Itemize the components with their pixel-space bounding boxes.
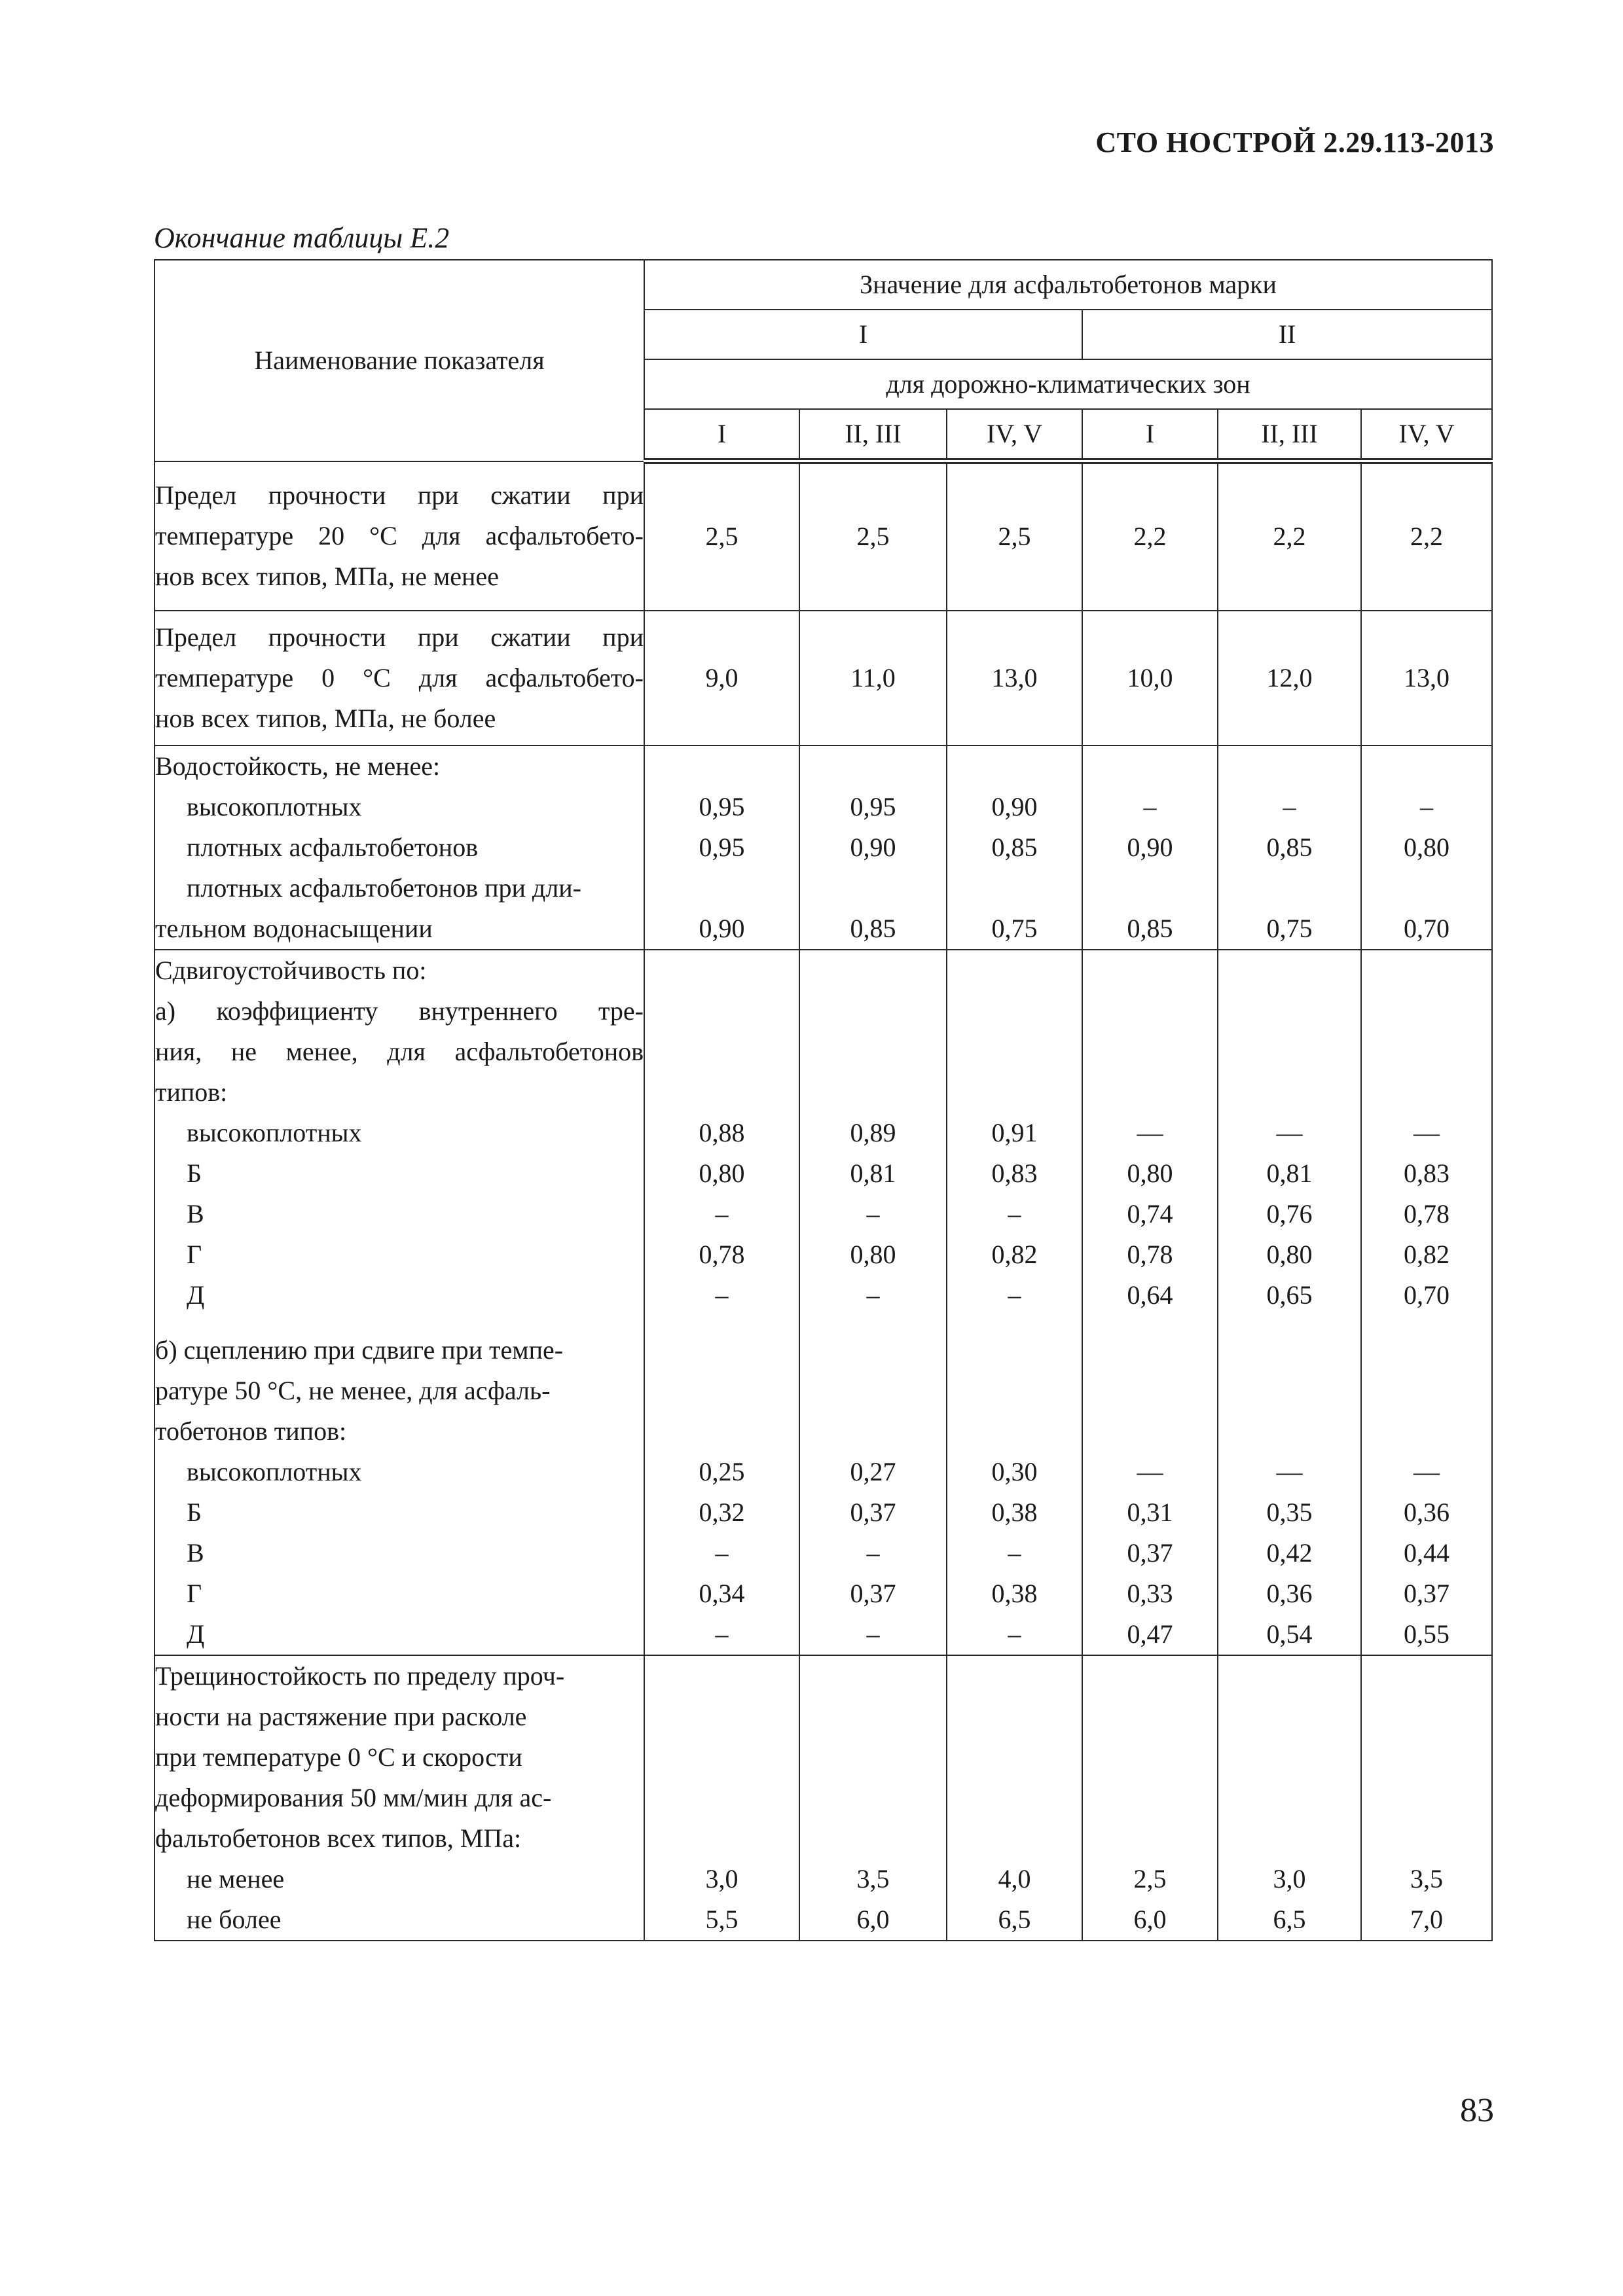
cell-value: 13,0 xyxy=(1361,611,1492,745)
value-line xyxy=(1083,1818,1217,1859)
table-row xyxy=(155,461,1492,611)
zones-header: для дорожно-климатических зон xyxy=(644,359,1492,409)
value-line: 6,5 xyxy=(1273,1904,1306,1934)
value-line xyxy=(645,1778,799,1818)
value-line xyxy=(800,1330,946,1371)
cell-values xyxy=(644,1655,799,1941)
value-line: – xyxy=(1008,1619,1021,1649)
value-line xyxy=(1362,950,1491,991)
value-line xyxy=(1083,1411,1217,1452)
value-line: 3,0 xyxy=(1273,1863,1306,1893)
value-line xyxy=(947,1371,1082,1411)
table-row xyxy=(155,745,1492,950)
value-line xyxy=(1362,1330,1491,1371)
value-line xyxy=(947,1737,1082,1778)
value-line: 0,36 xyxy=(1266,1578,1313,1608)
value-line xyxy=(947,1072,1082,1113)
value-line: 5,5 xyxy=(705,1904,739,1934)
value-line xyxy=(1083,950,1217,991)
value-line: 0,91 xyxy=(991,1117,1038,1147)
table-row xyxy=(155,950,1492,1655)
cell-values: 0,90 0,85 0,75 xyxy=(947,745,1082,950)
page-number: 83 xyxy=(1460,2092,1494,2129)
value-line xyxy=(947,991,1082,1031)
value-line: 0,37 xyxy=(850,1497,896,1527)
value-line: — xyxy=(1413,1456,1440,1486)
cell-values: 0,95 0,95 0,90 xyxy=(644,745,799,950)
value-line xyxy=(800,1656,946,1696)
value-line: 0,37 xyxy=(1404,1578,1450,1608)
table-caption: Окончание таблицы Е.2 xyxy=(154,222,450,254)
value-line xyxy=(1362,1411,1491,1452)
value-line: 6,0 xyxy=(856,1904,890,1934)
cell-values xyxy=(799,950,947,1655)
value-line xyxy=(645,1737,799,1778)
value-line: 6,5 xyxy=(998,1904,1031,1934)
cell-values xyxy=(644,950,799,1655)
value-line xyxy=(1218,1778,1360,1818)
value-line xyxy=(1083,1778,1217,1818)
row-label: Предел прочности при сжатии при температуре 0 °С для асфальтобето- нов всех типов, МПа, не более xyxy=(155,611,644,745)
value-line xyxy=(800,1696,946,1737)
value-line: 0,37 xyxy=(850,1578,896,1608)
row-label: Предел прочности при сжатии при температуре 20 °С для асфальтобето- нов всех типов, МПа, не менее xyxy=(155,461,644,611)
value-line: 0,25 xyxy=(699,1456,745,1486)
value-line xyxy=(947,1696,1082,1737)
value-line xyxy=(1362,1072,1491,1113)
value-line xyxy=(1362,1656,1491,1696)
value-line: — xyxy=(1137,1117,1163,1147)
value-line xyxy=(1083,1696,1217,1737)
value-line xyxy=(1362,1778,1491,1818)
value-line: – xyxy=(1008,1280,1021,1310)
value-line xyxy=(1083,1330,1217,1371)
value-line xyxy=(800,950,946,991)
cell-values xyxy=(1218,1655,1361,1941)
value-line xyxy=(1083,1737,1217,1778)
value-line: 0,34 xyxy=(699,1578,745,1608)
value-line: 0,89 xyxy=(850,1117,896,1147)
value-line xyxy=(800,1737,946,1778)
value-line: 0,74 xyxy=(1127,1198,1173,1229)
value-line xyxy=(947,1778,1082,1818)
value-line: 0,78 xyxy=(1404,1198,1450,1229)
value-line xyxy=(645,1656,799,1696)
value-line xyxy=(1083,1072,1217,1113)
cell-value: 2,5 xyxy=(947,461,1082,611)
value-line: 2,5 xyxy=(1133,1863,1167,1893)
value-line: 4,0 xyxy=(998,1863,1031,1893)
value-line xyxy=(1218,1411,1360,1452)
value-line xyxy=(1083,991,1217,1031)
value-line xyxy=(1218,1330,1360,1371)
document-code: СТО НОСТРОЙ 2.29.113-2013 xyxy=(1095,126,1494,158)
value-line xyxy=(1218,1656,1360,1696)
value-line: 0,80 xyxy=(699,1158,745,1188)
value-line: 0,83 xyxy=(1404,1158,1450,1188)
value-line: 0,78 xyxy=(1127,1239,1173,1269)
value-line xyxy=(645,1411,799,1452)
cell-values xyxy=(947,1655,1082,1941)
cell-values: – 0,85 0,75 xyxy=(1218,745,1361,950)
cell-values xyxy=(1082,950,1218,1655)
value-line xyxy=(1362,1818,1491,1859)
cell-values xyxy=(947,950,1082,1655)
value-line xyxy=(1083,1031,1217,1072)
value-line xyxy=(645,1818,799,1859)
value-line: 0,82 xyxy=(1404,1239,1450,1269)
cell-values xyxy=(1218,950,1361,1655)
zone-header: II, III xyxy=(799,409,947,461)
value-line xyxy=(1362,1696,1491,1737)
value-line xyxy=(800,1778,946,1818)
row-label: Сдвигоустойчивость по: а) коэффициенту внутреннего тре- ния, не менее, для асфальтобетонов типов: высокоплотных Б В Г Д б) сцеплению при сдвиге при темпе- ратуре 50 °С, не менее, для асфаль- тобетонов типов: высокоплотных Б В Г Д xyxy=(155,950,644,1655)
grade-header-2: II xyxy=(1082,310,1492,359)
cell-value: 12,0 xyxy=(1218,611,1361,745)
value-line xyxy=(947,1330,1082,1371)
value-line: 0,31 xyxy=(1127,1497,1173,1527)
grade-header-1: I xyxy=(644,310,1082,359)
value-line xyxy=(947,1031,1082,1072)
value-line: – xyxy=(715,1280,729,1310)
value-line xyxy=(1218,991,1360,1031)
value-line: 0,33 xyxy=(1127,1578,1173,1608)
value-line: 0,81 xyxy=(850,1158,896,1188)
value-line: — xyxy=(1413,1117,1440,1147)
value-line: – xyxy=(1008,1537,1021,1568)
value-line xyxy=(800,1072,946,1113)
value-line xyxy=(800,1371,946,1411)
value-line: 0,38 xyxy=(991,1497,1038,1527)
value-line xyxy=(947,1411,1082,1452)
value-line xyxy=(645,1072,799,1113)
cell-value: 2,2 xyxy=(1218,461,1361,611)
value-line: 0,64 xyxy=(1127,1280,1173,1310)
cell-values xyxy=(1361,1655,1492,1941)
value-line xyxy=(645,1330,799,1371)
value-line: 7,0 xyxy=(1410,1904,1444,1934)
value-line: 3,0 xyxy=(705,1863,739,1893)
value-line xyxy=(1218,1072,1360,1113)
zone-header: IV, V xyxy=(1361,409,1492,461)
cell-value: 10,0 xyxy=(1082,611,1218,745)
value-line xyxy=(800,991,946,1031)
value-line xyxy=(1362,1371,1491,1411)
cell-value: 2,5 xyxy=(644,461,799,611)
value-line xyxy=(1362,1737,1491,1778)
zone-header: IV, V xyxy=(947,409,1082,461)
cell-value: 2,5 xyxy=(799,461,947,611)
value-line: 0,80 xyxy=(1127,1158,1173,1188)
value-line: 0,35 xyxy=(1266,1497,1313,1527)
value-line: – xyxy=(715,1198,729,1229)
value-line: – xyxy=(866,1280,880,1310)
value-line xyxy=(947,950,1082,991)
cell-values xyxy=(799,1655,947,1941)
value-line: – xyxy=(866,1537,880,1568)
cell-values xyxy=(1361,950,1492,1655)
cell-values: 0,95 0,90 0,85 xyxy=(799,745,947,950)
table-row xyxy=(155,611,1492,745)
cell-value: 13,0 xyxy=(947,611,1082,745)
value-line: 6,0 xyxy=(1133,1904,1167,1934)
value-line: 0,83 xyxy=(991,1158,1038,1188)
value-line xyxy=(1218,950,1360,991)
value-line xyxy=(1218,1371,1360,1411)
value-line: 0,55 xyxy=(1404,1619,1450,1649)
value-line: — xyxy=(1137,1456,1163,1486)
value-line xyxy=(1362,991,1491,1031)
row-label: Водостойкость, не менее: высокоплотных плотных асфальтобетонов плотных асфальтобетонов при дли- тельном водонасыщении xyxy=(155,745,644,950)
value-line: 0,32 xyxy=(699,1497,745,1527)
value-line: — xyxy=(1276,1456,1303,1486)
cell-values xyxy=(1082,1655,1218,1941)
value-line: – xyxy=(1008,1198,1021,1229)
value-line xyxy=(1218,1031,1360,1072)
value-line: 0,42 xyxy=(1266,1537,1313,1568)
value-line xyxy=(800,1818,946,1859)
value-line xyxy=(947,1818,1082,1859)
row-label: Трещиностойкость по пределу проч- ности на растяжение при расколе при температуре 0 °С и скорости деформирования 50 мм/мин для ас- фальтобетонов всех типов, МПа: не менее не более xyxy=(155,1655,644,1941)
value-line xyxy=(1218,1818,1360,1859)
value-line xyxy=(645,950,799,991)
value-line: 3,5 xyxy=(856,1863,890,1893)
column-header-name: Наименование показателя xyxy=(155,260,644,461)
value-line xyxy=(1083,1656,1217,1696)
value-line xyxy=(1218,1696,1360,1737)
cell-value: 11,0 xyxy=(799,611,947,745)
value-line: 0,80 xyxy=(1266,1239,1313,1269)
value-line: 0,30 xyxy=(991,1456,1038,1486)
value-line: 3,5 xyxy=(1410,1863,1444,1893)
value-line xyxy=(645,1696,799,1737)
value-line: 0,65 xyxy=(1266,1280,1313,1310)
value-line: 0,82 xyxy=(991,1239,1038,1269)
value-line: 0,81 xyxy=(1266,1158,1313,1188)
value-line: – xyxy=(866,1198,880,1229)
value-line: 0,38 xyxy=(991,1578,1038,1608)
value-line: — xyxy=(1276,1117,1303,1147)
value-line: 0,54 xyxy=(1266,1619,1313,1649)
zone-header: I xyxy=(644,409,799,461)
value-line: 0,80 xyxy=(850,1239,896,1269)
value-line: 0,36 xyxy=(1404,1497,1450,1527)
cell-values: – 0,90 0,85 xyxy=(1082,745,1218,950)
value-line: 0,70 xyxy=(1404,1280,1450,1310)
cell-value: 9,0 xyxy=(644,611,799,745)
value-line xyxy=(645,1031,799,1072)
value-line xyxy=(947,1656,1082,1696)
value-line: 0,37 xyxy=(1127,1537,1173,1568)
zone-header: I xyxy=(1082,409,1218,461)
value-line: 0,88 xyxy=(699,1117,745,1147)
value-line xyxy=(1083,1371,1217,1411)
value-line: 0,47 xyxy=(1127,1619,1173,1649)
value-line: 0,44 xyxy=(1404,1537,1450,1568)
zone-header: II, III xyxy=(1218,409,1361,461)
column-header-values: Значение для асфальтобетонов марки xyxy=(644,260,1492,310)
value-line xyxy=(645,1371,799,1411)
table-row xyxy=(155,1655,1492,1941)
value-line xyxy=(800,1411,946,1452)
value-line xyxy=(800,1031,946,1072)
cell-value: 2,2 xyxy=(1361,461,1492,611)
value-line: – xyxy=(715,1619,729,1649)
cell-values: – 0,80 0,70 xyxy=(1361,745,1492,950)
value-line: – xyxy=(715,1537,729,1568)
value-line xyxy=(645,991,799,1031)
value-line: 0,76 xyxy=(1266,1198,1313,1229)
properties-table xyxy=(154,259,1493,1941)
value-line xyxy=(1362,1031,1491,1072)
value-line: 0,78 xyxy=(699,1239,745,1269)
value-line xyxy=(1218,1737,1360,1778)
cell-value: 2,2 xyxy=(1082,461,1218,611)
value-line: – xyxy=(866,1619,880,1649)
value-line: 0,27 xyxy=(850,1456,896,1486)
